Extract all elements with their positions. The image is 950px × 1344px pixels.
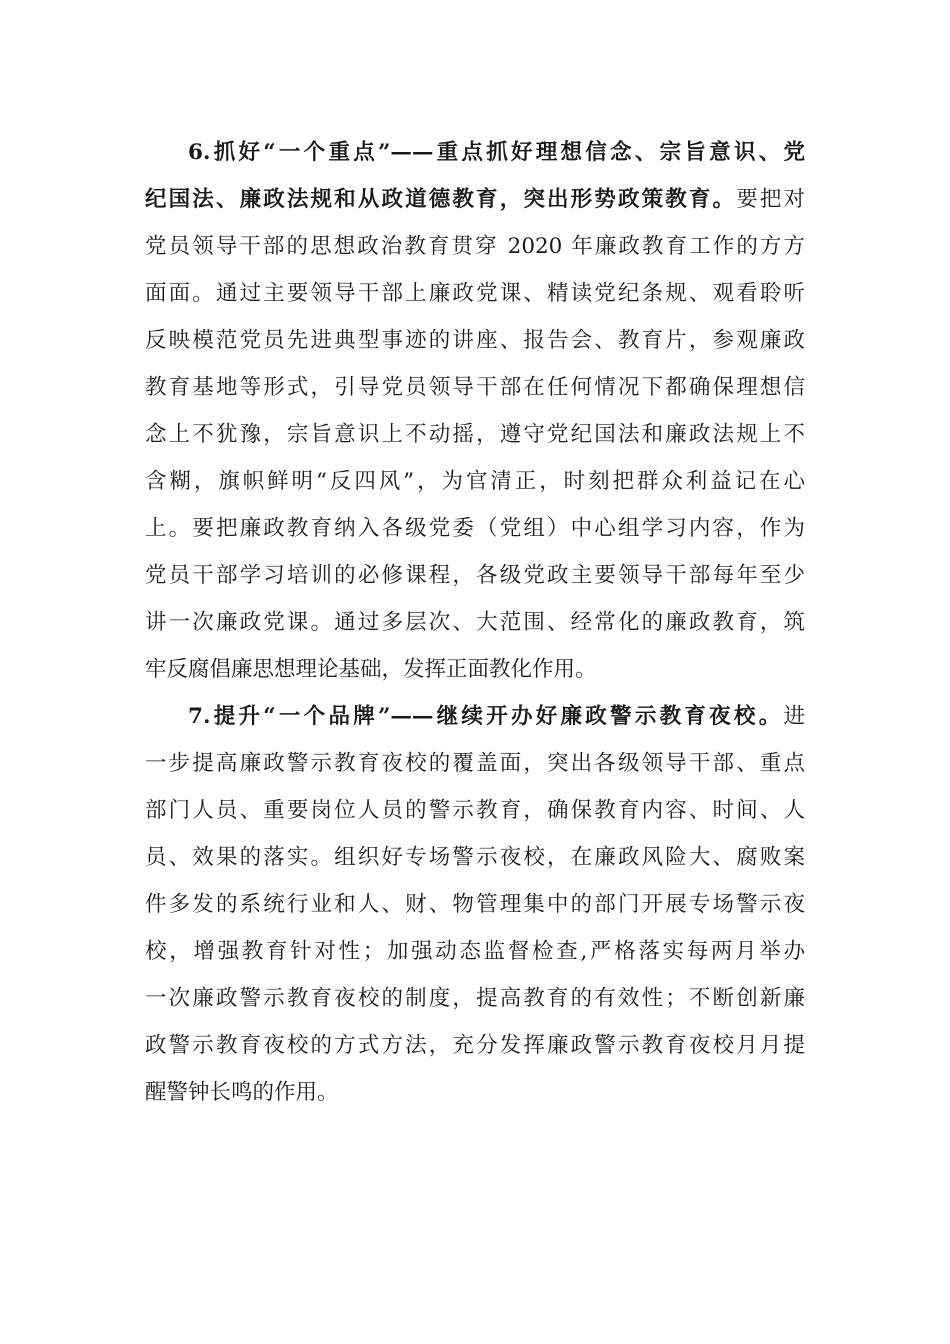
- body-text: 进: [783, 704, 805, 729]
- heading-text: 纪国法、廉政法规和从政道德教育，突出形势政策教育。: [145, 187, 737, 212]
- text-line: 件多发的系统行业和人、财、物管理集中的部门开展专场警示夜: [145, 892, 805, 917]
- text-line: 念上不犹豫，宗旨意识上不动摇，遵守党纪国法和廉政法规上不: [145, 422, 805, 447]
- text-line: [145, 182, 805, 218]
- text-line: 讲一次廉政党课。通过多层次、大范围、经常化的廉政教育，筑: [145, 610, 805, 635]
- body-text: 要把对: [736, 187, 805, 212]
- text-line: 部门人员、重要岗位人员的警示教育，确保教育内容、时间、人: [145, 798, 805, 823]
- heading-text: 7.提升“一个品牌”——继续开办好廉政警示教育夜校。: [188, 704, 784, 729]
- text-line: 醒警钟长鸣的作用。: [145, 1080, 339, 1105]
- text-line: [188, 135, 805, 171]
- text-line: 牢反腐倡廉思想理论基础，发挥正面教化作用。: [145, 657, 597, 682]
- text-line: 面面。通过主要领导干部上廉政党课、精读党纪条规、观看聆听: [145, 281, 805, 306]
- text-line: 党员干部学习培训的必修课程，各级党政主要领导干部每年至少: [145, 563, 805, 588]
- text-line: 反映模范党员先进典型事迹的讲座、报告会、教育片，参观廉政: [145, 328, 805, 353]
- text-line: 一次廉政警示教育夜校的制度，提高教育的有效性；不断创新廉: [145, 986, 805, 1011]
- text-line: 政警示教育夜校的方式方法，充分发挥廉政警示教育夜校月月提: [145, 1033, 805, 1058]
- text-line: 一步提高廉政警示教育夜校的覆盖面，突出各级领导干部、重点: [145, 751, 805, 776]
- text-line: [188, 699, 805, 735]
- text-line: 党员领导干部的思想政治教育贯穿 2020 年廉政教育工作的方方: [145, 234, 805, 259]
- text-line: 含糊，旗帜鲜明“反四风”，为官清正，时刻把群众利益记在心: [145, 469, 805, 494]
- heading-text: 6.抓好“一个重点”——重点抓好理想信念、宗旨意识、党: [188, 140, 805, 165]
- text-line: 上。要把廉政教育纳入各级党委（党组）中心组学习内容，作为: [145, 516, 805, 541]
- text-line: 教育基地等形式，引导党员领导干部在任何情况下都确保理想信: [145, 375, 805, 400]
- text-line: 校，增强教育针对性；加强动态监督检查,严格落实每两月举办: [145, 939, 805, 964]
- text-line: 员、效果的落实。组织好专场警示夜校，在廉政风险大、腐败案: [145, 845, 805, 870]
